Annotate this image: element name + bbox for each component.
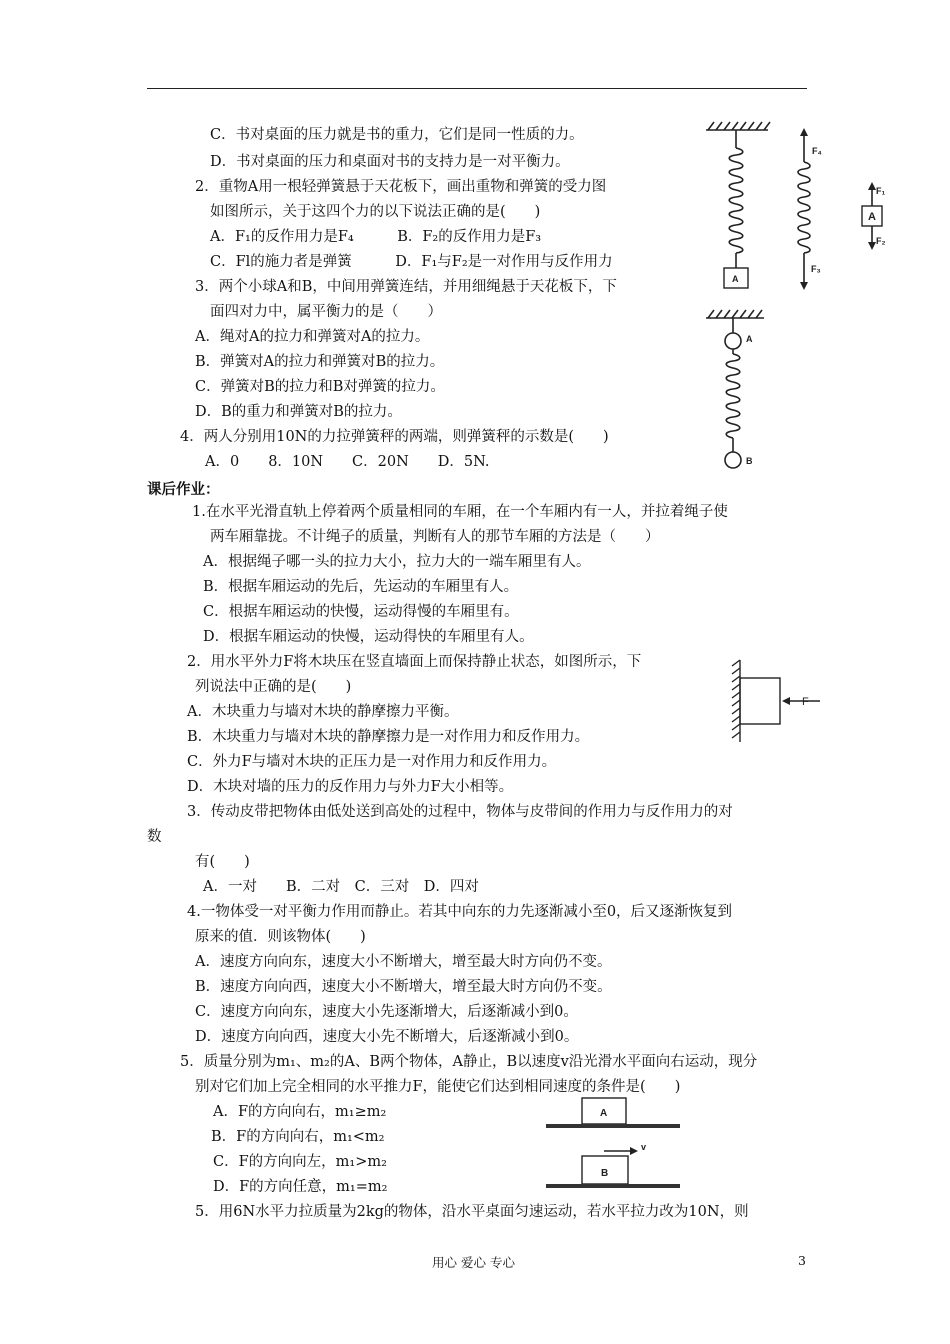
text-line: C．速度方向向东，速度大小先逐渐增大，后逐渐减小到0。 <box>195 1004 578 1020</box>
text-line: 列说法中正确的是( ) <box>195 679 352 695</box>
text-line: A．F的方向向右，m₁≥m₂ <box>213 1104 387 1120</box>
block-label: A <box>868 211 876 223</box>
text-line: B．弹簧对A的拉力和弹簧对B的拉力。 <box>195 354 445 370</box>
text-line: B．F的方向向右，m₁<m₂ <box>211 1129 385 1145</box>
text-line: 5．质量分别为m₁、m₂的A、B两个物体，A静止，B以速度v沿光滑水平面向右运动，现分 <box>180 1054 758 1070</box>
velocity-label: v <box>641 1142 647 1152</box>
text-line: 面四对力中，属平衡力的是（ ） <box>210 304 442 320</box>
text-line: C．F的方向向左，m₁>m₂ <box>213 1154 387 1170</box>
text-line: 2．用水平外力F将木块压在竖直墙面上而保持静止状态，如图所示，下 <box>187 654 642 670</box>
text-line: B．根据车厢运动的先后，先运动的车厢里有人。 <box>203 579 519 595</box>
text-line: A．F₁的反作用力是F₄ B．F₂的反作用力是F₃ <box>210 229 542 245</box>
text-line: C．书对桌面的压力就是书的重力，它们是同一性质的力。 <box>210 127 584 143</box>
text-line: 两车厢靠拢。不计绳子的质量，判断有人的那节车厢的方法是（ ） <box>210 529 660 545</box>
text-line: D．木块对墙的压力的反作用力与外力F大小相等。 <box>187 779 514 795</box>
header-rule <box>147 88 807 89</box>
text-line: 4．两人分别用10N的力拉弹簧秤的两端，则弹簧秤的示数是( ) <box>180 429 609 445</box>
force-label-f3: F₃ <box>811 264 821 274</box>
block-a-label: A <box>600 1108 608 1119</box>
text-line: 别对它们加上完全相同的水平推力F，能使它们达到相同速度的条件是( ) <box>195 1079 681 1095</box>
text-line: 2．重物A用一根轻弹簧悬于天花板下，画出重物和弹簧的受力图 <box>195 179 607 195</box>
text-line: C．外力F与墙对木块的正压力是一对作用力和反作用力。 <box>187 754 557 770</box>
text-line: 如图所示，关于这四个力的以下说法正确的是( ) <box>210 204 541 220</box>
text-line: 3．传动皮带把物体由低处送到高处的过程中，物体与皮带间的作用力与反作用力的对 <box>187 804 733 820</box>
footer-text: 用心 爱心 专心 <box>432 1255 515 1270</box>
text-line: A．根据绳子哪一头的拉力大小，拉力大的一端车厢里有人。 <box>203 554 591 570</box>
text-line: 1.在水平光滑直轨上停着两个质量相同的车厢，在一个车厢内有一人，并拉着绳子使 <box>192 504 728 520</box>
text-line: 3．两个小球A和B，中间用弹簧连结，并用细绳悬于天花板下，下 <box>195 279 617 295</box>
force-f-label: F <box>802 696 809 708</box>
text-line: D．根据车厢运动的快慢，运动得快的车厢里有人。 <box>203 629 534 645</box>
text-line: D．B的重力和弹簧对B的拉力。 <box>195 404 402 420</box>
block-on-wall-figure <box>728 658 828 744</box>
force-label-f1: F₁ <box>876 186 886 196</box>
ball-b-label: B <box>746 456 753 466</box>
page-number: 3 <box>798 1253 806 1268</box>
section-title: 课后作业： <box>147 482 220 498</box>
text-line: A．速度方向向东，速度大小不断增大，增至最大时方向仍不变。 <box>195 954 612 970</box>
text-line: D．速度方向向西，速度大小先不断增大，后逐渐减小到0。 <box>195 1029 579 1045</box>
force-label-f2: F₂ <box>876 236 886 246</box>
text-line: 原来的值．则该物体( ) <box>195 929 366 945</box>
two-blocks-figure <box>544 1094 684 1194</box>
text-line: A．一对 B．二对 C．三对 D．四对 <box>203 879 479 895</box>
text-line: 有( ) <box>195 854 250 870</box>
text-line: B．速度方向向西，速度大小不断增大，增至最大时方向仍不变。 <box>195 979 612 995</box>
text-line: A．0 8．10N C．20N D．5N. <box>205 454 490 470</box>
ball-a-label: A <box>746 334 753 344</box>
force-label-f4: F₄ <box>812 146 822 156</box>
text-line: A．绳对A的拉力和弹簧对A的拉力。 <box>195 329 430 345</box>
text-line: D．F的方向任意，m₁=m₂ <box>213 1179 388 1195</box>
text-line: D．书对桌面的压力和桌面对书的支持力是一对平衡力。 <box>210 154 570 170</box>
text-line: 数 <box>147 829 162 845</box>
text-line: C．Fl的施力者是弹簧 D．F₁与F₂是一对作用与反作用力 <box>210 254 613 270</box>
text-line: B．木块重力与墙对木块的静摩擦力是一对作用力和反作用力。 <box>187 729 590 745</box>
text-line: C．弹簧对B的拉力和B对弹簧的拉力。 <box>195 379 445 395</box>
text-line: 4.一物体受一对平衡力作用而静止。若其中向东的力先逐渐减小至0，后又逐渐恢复到 <box>187 904 733 920</box>
spring-force-figure <box>700 120 890 300</box>
two-ball-spring-figure <box>700 306 780 472</box>
text-line: A．木块重力与墙对木块的静摩擦力平衡。 <box>187 704 459 720</box>
hanging-block-label: A <box>732 274 739 284</box>
text-line: C．根据车厢运动的快慢，运动得慢的车厢里有。 <box>203 604 519 620</box>
block-b-label: B <box>601 1168 609 1179</box>
text-line: 5．用6N水平力拉质量为2kg的物体，沿水平桌面匀速运动，若水平拉力改为10N，则 <box>195 1204 749 1220</box>
